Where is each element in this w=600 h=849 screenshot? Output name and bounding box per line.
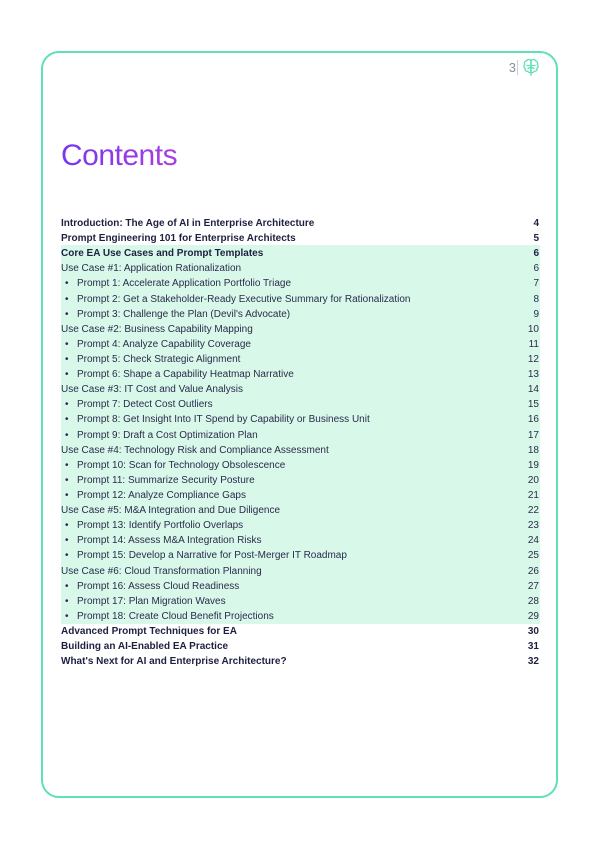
toc-entry-text: Use Case #1: Application Rationalization [61, 263, 242, 275]
toc-page-number: 23 [527, 520, 539, 532]
toc-entry-title [61, 458, 509, 473]
toc-entry-text: Prompt 17: Plan Migration Waves [77, 595, 226, 607]
toc-entry-text: Prompt 14: Assess M&A Integration Risks [77, 535, 262, 547]
bullet-icon: • [65, 293, 69, 305]
toc-entry-title [61, 216, 509, 231]
toc-page-number: 26 [527, 565, 539, 577]
toc-entry-text: Use Case #5: M&A Integration and Due Diligence [61, 505, 281, 517]
toc-entry-title [61, 397, 509, 412]
toc-entry-title [61, 654, 509, 669]
toc-use-case-entry[interactable] [61, 322, 540, 337]
bullet-icon: • [65, 459, 69, 471]
toc-entry-text: Prompt 4: Analyze Capability Coverage [77, 338, 251, 350]
toc-page-number: 18 [527, 444, 539, 456]
toc-entry-title [61, 276, 509, 291]
toc-page-number: 24 [527, 535, 539, 547]
toc-entry-title [61, 261, 509, 276]
bullet-icon: • [65, 580, 69, 592]
toc-page-number: 19 [527, 459, 539, 471]
bullet-icon: • [65, 308, 69, 320]
toc-prompt-entry[interactable] [61, 609, 540, 624]
bullet-icon: • [65, 414, 69, 426]
toc-entry-title [61, 624, 509, 639]
toc-page-number: 32 [527, 656, 539, 668]
toc-section-entry[interactable] [61, 246, 540, 261]
toc-prompt-entry[interactable] [61, 579, 540, 594]
toc-page-number: 13 [527, 369, 539, 381]
bullet-icon: • [65, 399, 69, 411]
toc-entry-title [61, 352, 509, 367]
bullet-icon: • [65, 429, 69, 441]
toc-entry-title [61, 594, 509, 609]
toc-entry-text: Prompt Engineering 101 for Enterprise Architects [61, 233, 296, 245]
toc-entry-title [61, 307, 509, 322]
toc-entry-text: What's Next for AI and Enterprise Architecture? [61, 656, 287, 668]
toc-entry-title [61, 579, 509, 594]
toc-page-number: 25 [527, 550, 539, 562]
toc-page-number: 15 [527, 399, 539, 411]
toc-prompt-entry[interactable] [61, 533, 540, 548]
toc-entry-text: Prompt 18: Create Cloud Benefit Projections [77, 610, 274, 622]
toc-prompt-entry[interactable] [61, 488, 540, 503]
toc-entry-text: Prompt 7: Detect Cost Outliers [77, 399, 213, 411]
toc-page-number: 22 [527, 505, 539, 517]
bullet-icon: • [65, 278, 69, 290]
bullet-icon: • [65, 550, 69, 562]
page-title: Contents [61, 139, 178, 172]
toc-page-number: 31 [527, 641, 539, 653]
toc-use-case-entry[interactable] [61, 382, 540, 397]
toc-section-entry[interactable] [61, 654, 540, 669]
table-of-contents [61, 216, 540, 669]
toc-use-case-entry[interactable] [61, 261, 540, 276]
toc-page-number: 14 [527, 384, 539, 396]
toc-entry-title [61, 246, 509, 261]
toc-entry-title [61, 609, 509, 624]
toc-page-number: 11 [528, 338, 539, 350]
toc-entry-text: Core EA Use Cases and Prompt Templates [61, 248, 264, 260]
bullet-icon: • [65, 489, 69, 501]
bullet-icon: • [65, 369, 69, 381]
toc-prompt-entry[interactable] [61, 292, 540, 307]
toc-entry-text: Prompt 9: Draft a Cost Optimization Plan [77, 429, 258, 441]
toc-page-number: 12 [527, 353, 539, 365]
toc-section-entry[interactable] [61, 639, 540, 654]
toc-prompt-entry[interactable] [61, 428, 540, 443]
bullet-icon: • [65, 535, 69, 547]
bullet-icon: • [65, 595, 69, 607]
toc-entry-title [61, 292, 509, 307]
toc-page-number: 6 [533, 248, 539, 260]
toc-entry-title [61, 639, 509, 654]
toc-page-number: 17 [527, 429, 539, 441]
toc-page-number: 5 [533, 233, 539, 245]
toc-entry-title [61, 428, 509, 443]
toc-entry-title [61, 231, 509, 246]
toc-entry-title [61, 548, 509, 563]
bullet-icon: • [65, 520, 69, 532]
bullet-icon: • [65, 338, 69, 350]
toc-prompt-entry[interactable] [61, 458, 540, 473]
toc-entry-text: Prompt 1: Accelerate Application Portfolio Triage [77, 278, 292, 290]
bullet-icon: • [65, 610, 69, 622]
toc-prompt-entry[interactable] [61, 367, 540, 382]
toc-entry-text: Use Case #6: Cloud Transformation Planning [61, 565, 262, 577]
toc-page-number: 4 [533, 218, 539, 229]
toc-section-entry[interactable] [61, 231, 540, 246]
toc-prompt-entry[interactable] [61, 594, 540, 609]
toc-page-number: 16 [527, 414, 539, 426]
toc-entry-title [61, 337, 509, 352]
toc-page-number: 9 [533, 308, 539, 320]
toc-entry-text: Building an AI-Enabled EA Practice [61, 641, 229, 653]
toc-entry-title [61, 443, 509, 458]
toc-entry-text: Prompt 8: Get Insight Into IT Spend by Capability or Business Unit [77, 414, 370, 426]
toc-entry-text: Prompt 2: Get a Stakeholder-Ready Executive Summary for Rationalization [77, 293, 411, 305]
toc-use-case-entry[interactable] [61, 564, 540, 579]
toc-prompt-entry[interactable] [61, 337, 540, 352]
toc-prompt-entry[interactable] [61, 352, 540, 367]
toc-prompt-entry[interactable] [61, 412, 540, 427]
toc-page-number: 20 [527, 474, 539, 486]
toc-entry-title [61, 564, 509, 579]
toc-page-number: 6 [533, 263, 539, 275]
toc-entry-title [61, 367, 509, 382]
toc-prompt-entry[interactable] [61, 518, 540, 533]
toc-entry-title [61, 382, 509, 397]
toc-entry-text: Prompt 12: Analyze Compliance Gaps [77, 489, 246, 501]
toc-use-case-entry[interactable] [61, 443, 540, 458]
brain-icon [522, 57, 540, 77]
toc-entry-text: Introduction: The Age of AI in Enterprise Architecture [61, 218, 315, 229]
toc-entry-title [61, 412, 509, 427]
toc-entry-text: Use Case #2: Business Capability Mapping [61, 323, 253, 335]
toc-prompt-entry[interactable] [61, 307, 540, 322]
toc-entry-title [61, 322, 509, 337]
page-number: 3 [508, 60, 516, 75]
toc-entry-text: Prompt 10: Scan for Technology Obsolescence [77, 459, 286, 471]
toc-page-number: 7 [533, 278, 539, 290]
toc-entry-title [61, 533, 509, 548]
toc-entry-title [61, 518, 509, 533]
toc-entry-text: Prompt 15: Develop a Narrative for Post-Merger IT Roadmap [77, 550, 347, 562]
toc-page-number: 21 [527, 489, 539, 501]
toc-prompt-entry[interactable] [61, 397, 540, 412]
toc-entry-text: Prompt 11: Summarize Security Posture [77, 474, 255, 486]
toc-use-case-entry[interactable] [61, 503, 540, 518]
header-divider [517, 60, 518, 75]
toc-page-number: 28 [527, 595, 539, 607]
toc-entry-text: Prompt 16: Assess Cloud Readiness [77, 580, 240, 592]
bullet-icon: • [65, 474, 69, 486]
toc-page-number: 27 [527, 580, 539, 592]
toc-section-entry[interactable] [61, 216, 540, 231]
toc-page-number: 10 [527, 323, 539, 335]
toc-entry-title [61, 488, 509, 503]
toc-page-number: 30 [527, 625, 539, 637]
toc-page-number: 8 [533, 293, 539, 305]
toc-entry-text: Use Case #4: Technology Risk and Compliance Assessment [61, 444, 329, 456]
toc-entry-text: Prompt 5: Check Strategic Alignment [77, 353, 241, 365]
toc-entry-title [61, 503, 509, 518]
toc-prompt-entry[interactable] [61, 473, 540, 488]
toc-page-number: 29 [527, 610, 539, 622]
toc-section-entry[interactable] [61, 624, 540, 639]
bullet-icon: • [65, 353, 69, 365]
toc-entry-text: Use Case #3: IT Cost and Value Analysis [61, 384, 243, 396]
toc-entry-text: Prompt 13: Identify Portfolio Overlaps [77, 520, 244, 532]
toc-prompt-entry[interactable] [61, 548, 540, 563]
toc-prompt-entry[interactable] [61, 276, 540, 291]
toc-entry-title [61, 473, 509, 488]
toc-entry-text: Advanced Prompt Techniques for EA [61, 625, 237, 637]
toc-entry-text: Prompt 3: Challenge the Plan (Devil's Advocate) [77, 308, 291, 320]
toc-entry-text: Prompt 6: Shape a Capability Heatmap Narrative [77, 369, 294, 381]
